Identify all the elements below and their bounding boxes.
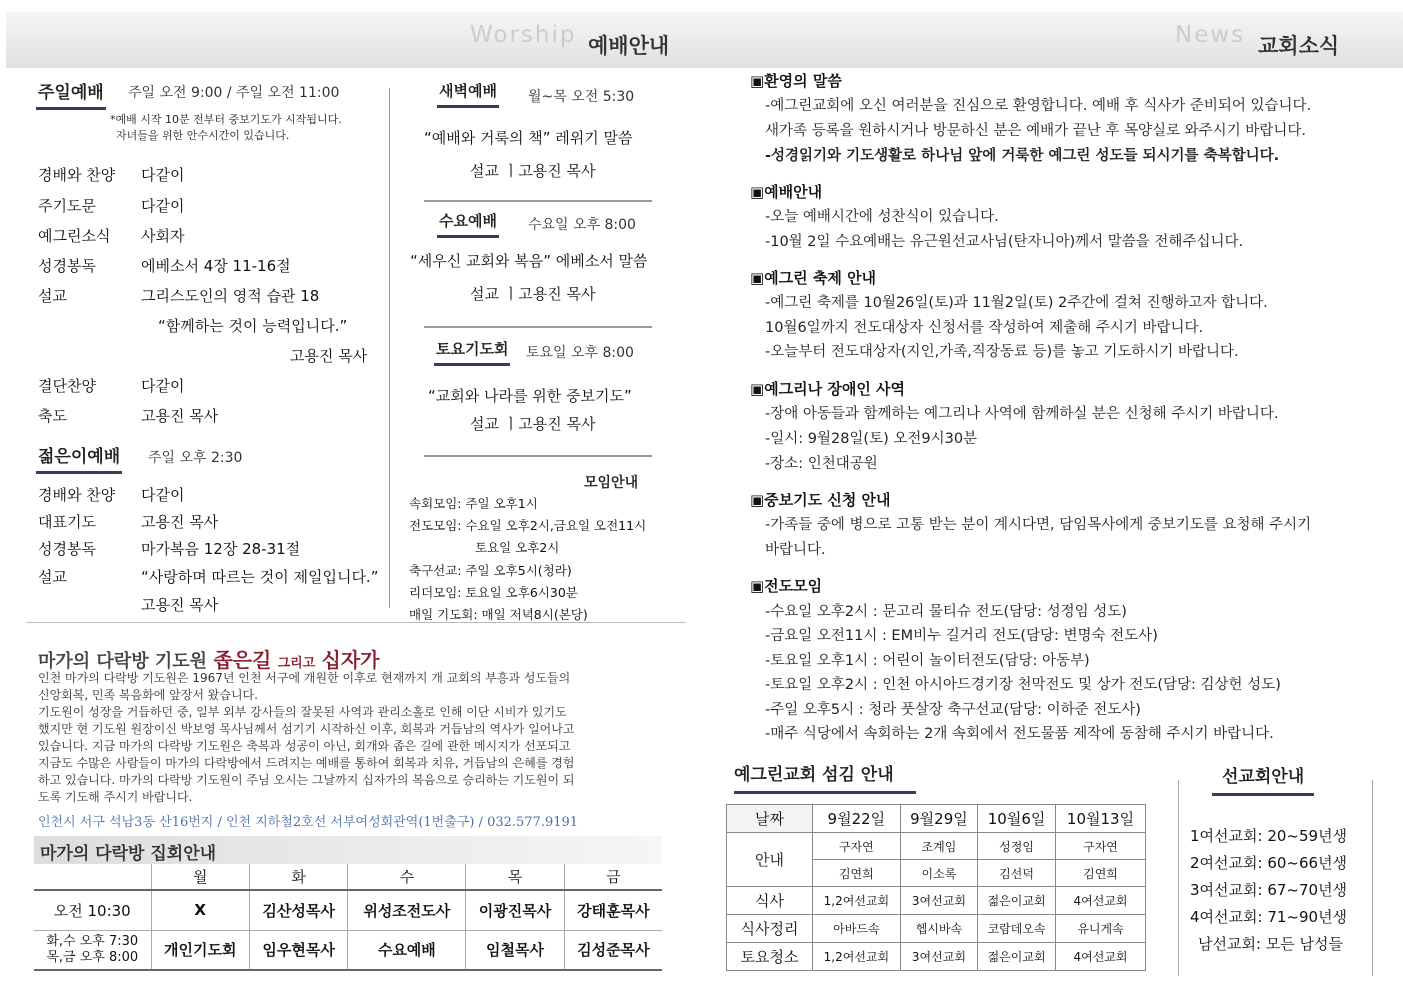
header-worship-en: Worship xyxy=(470,22,577,48)
news-line: -가족들 중에 병으로 고통 받는 분이 계시다면, 담임목사에게 중보기도를 요청해 주시기 xyxy=(765,517,1312,533)
sat-title: 토요기도회 xyxy=(434,338,510,366)
order-value: 다같이 xyxy=(141,486,185,504)
duty-head: 9월29일 xyxy=(900,805,977,833)
mission-line: 남선교회: 모든 남성들 xyxy=(1198,935,1344,953)
column-divider xyxy=(389,88,390,608)
mission-line: 4여선교회: 71~90년생 xyxy=(1190,908,1348,926)
wed-time: 수요일 오후 8:00 xyxy=(528,217,636,233)
order-label: 축도 xyxy=(38,407,67,425)
schedule-cell: 김산성목사 xyxy=(249,890,347,930)
schedule-cell: 개인기도회 xyxy=(151,930,249,970)
sunday-times: 주일 오전 9:00 / 주일 오전 11:00 xyxy=(128,85,340,101)
wed-sermon: 설교 ㅣ고용진 목사 xyxy=(470,285,596,303)
corner-cell xyxy=(34,864,151,890)
time-cell: 오전 10:30 xyxy=(34,890,151,930)
sat-text: “교회와 나라를 위한 중보기도” xyxy=(428,387,632,405)
duty-cell: 젊은이교회 xyxy=(978,943,1056,971)
order-value: 다같이 xyxy=(141,197,185,215)
youth-preacher: 고용진 목사 xyxy=(141,596,219,614)
header-news-ko: 교회소식 xyxy=(1258,34,1340,58)
duty-head: 날짜 xyxy=(727,805,813,833)
header-worship-ko: 예배안내 xyxy=(588,34,670,58)
duty-label: 토요청소 xyxy=(727,943,813,971)
table-row xyxy=(34,930,662,970)
news-title: ▣예배안내 xyxy=(750,183,823,201)
meeting-line: 토요일 오후2시 xyxy=(475,540,560,555)
schedule-table xyxy=(34,864,662,971)
order-value: 다같이 xyxy=(141,377,185,395)
duty-cell: 1,2여선교회 xyxy=(813,943,901,971)
duty-head: 9월22일 xyxy=(813,805,901,833)
news-line: -예그린 축제를 10월26일(토)과 11월2일(토) 2주간에 걸쳐 진행하고자 합니다. xyxy=(765,295,1268,311)
order-label: 예그린소식 xyxy=(38,227,111,245)
news-title: ▣예그리나 장애인 사역 xyxy=(750,380,906,398)
sunday-title: 주일예배 xyxy=(36,78,106,110)
duty-cell: 구자연 xyxy=(1056,833,1146,860)
order-value: 그리스도인의 영적 습관 18 xyxy=(141,287,320,305)
news-line: -토요일 오후1시 : 어린이 놀이터전도(담당: 아동부) xyxy=(765,653,1090,669)
day-header: 목 xyxy=(466,864,564,890)
time-line-2: 목,금 오후 8:00 xyxy=(46,949,139,965)
meeting-line: 매일 기도회: 매일 저녁8시(본당) xyxy=(409,607,588,622)
sunday-preacher: 고용진 목사 xyxy=(290,347,368,365)
duty-cell: 구자연 xyxy=(813,833,901,860)
order-label: 결단찬양 xyxy=(38,377,96,395)
duty-label: 식사 xyxy=(727,887,813,915)
news-line: -성경읽기와 기도생활로 하나님 앞에 거룩한 예그린 성도들 되시기를 축복합니다. xyxy=(765,148,1280,164)
prayer-house-line: 지금도 수많은 사람들이 마가의 다락방에서 드려지는 예배를 통하여 회복과 치유, 거듭남의 은혜를 경험 xyxy=(38,756,575,770)
news-line: 새가족 등록을 원하시거나 방문하신 분은 예배가 끝난 후 목양실로 와주시기 바랍니다. xyxy=(765,123,1306,139)
duty-cell: 1,2여선교회 xyxy=(813,887,901,915)
time-line-1: 화,수 오후 7:30 xyxy=(46,933,139,949)
schedule-cell: 임철목사 xyxy=(466,930,564,970)
duty-cell: 김연희 xyxy=(1056,860,1146,887)
news-title: ▣환영의 말씀 xyxy=(750,72,842,90)
schedule-cell: X xyxy=(151,890,249,930)
prayer-house-line: 기도원이 성장을 거듭하던 중, 일부 외부 강사들의 잘못된 사역과 관리소홀로 인해 이단 시비가 있기도 xyxy=(38,705,567,719)
news-line: -토요일 오후2시 : 인천 아시아드경기장 천막전도 및 상가 전도(담당: 김상헌 성도) xyxy=(765,677,1281,693)
duty-cell: 아바드속 xyxy=(813,915,901,943)
order-value: “사랑하며 따르는 것이 제일입니다.” xyxy=(141,568,379,586)
news-title: ▣예그린 축제 안내 xyxy=(750,269,877,287)
prayer-house-line: 했지만 현 기도원 원장이신 박보영 목사님께서 섬기기 시작하신 이후, 회복과 거듭남의 역사가 일어나고 xyxy=(38,722,575,736)
section-divider xyxy=(424,326,652,328)
news-line: -오늘부터 전도대상자(지인,가족,직장동료 등)를 놓고 기도하시기 바랍니다. xyxy=(765,344,1239,360)
meetings-title: 모임안내 xyxy=(584,475,639,491)
order-value: 사회자 xyxy=(141,227,185,245)
duty-cell: 이소록 xyxy=(900,860,977,887)
news-title: ▣전도모임 xyxy=(750,577,823,595)
order-label: 성경봉독 xyxy=(38,257,96,275)
news-line: -장소: 인천대공원 xyxy=(765,456,878,472)
prayer-house-line: 인천 마가의 다락방 기도원은 1967년 인천 서구에 개원한 이후로 현재까지 개 교회의 부흥과 성도들의 xyxy=(38,671,571,685)
order-value: 마가복음 12장 28-31절 xyxy=(141,540,301,558)
news-line: 10월6일까지 전도대상자 신청서를 작성하여 제출해 주시기 바랍니다. xyxy=(765,320,1204,336)
youth-title: 젊은이예배 xyxy=(36,442,122,474)
duty-label: 안내 xyxy=(727,833,813,887)
dawn-text: “예배와 거룩의 책” 레위기 말씀 xyxy=(424,129,633,147)
mission-line: 3여선교회: 67~70년생 xyxy=(1190,881,1348,899)
schedule-cell: 강태훈목사 xyxy=(577,901,650,920)
order-label: 대표기도 xyxy=(38,513,96,531)
order-label: 설교 xyxy=(38,287,67,305)
schedule-cell: 임우현목사 xyxy=(249,930,347,970)
dawn-title: 새벽예배 xyxy=(437,80,499,108)
schedule-cell: 수요예배 xyxy=(348,930,466,970)
prayer-house-line: 있습니다. 지금 마가의 다락방 기도원은 축복과 성공이 아닌, 회개와 좁은 길에 관한 메시지가 선포되고 xyxy=(38,739,571,753)
missions-divider-right xyxy=(1372,780,1373,976)
sat-sermon: 설교 ㅣ고용진 목사 xyxy=(470,415,596,433)
day-header: 월 xyxy=(151,864,249,890)
prayer-house-line: 도록 기도해 주시기 바랍니다. xyxy=(38,790,193,804)
duty-cell: 김연희 xyxy=(813,860,901,887)
dawn-sermon: 설교 ㅣ고용진 목사 xyxy=(470,162,596,180)
mission-line: 1여선교회: 20~59년생 xyxy=(1190,827,1348,845)
news-line: -장애 아동들과 함께하는 예그리나 사역에 함께하실 분은 신청해 주시기 바랍니다. xyxy=(765,406,1279,422)
schedule-title: 마가의 다락방 집회안내 xyxy=(40,844,217,864)
sat-time: 토요일 오후 8:00 xyxy=(526,345,634,361)
day-header: 화 xyxy=(249,864,347,890)
prayer-house-title-d: 십자가 xyxy=(321,648,380,672)
prayer-house-line: 신앙회복, 민족 복음화에 앞장서 왔습니다. xyxy=(38,688,258,702)
dawn-time: 월~목 오전 5:30 xyxy=(528,89,635,105)
table-row xyxy=(34,890,662,930)
order-value: 고용진 목사 xyxy=(141,407,219,425)
order-label: 주기도문 xyxy=(38,197,96,215)
news-title: ▣중보기도 신청 안내 xyxy=(750,491,891,509)
schedule-cell: 이광진목사 xyxy=(466,890,564,930)
news-line: -수요일 오후2시 : 문고리 물티슈 전도(담당: 성정임 성도) xyxy=(765,604,1127,620)
day-header: 수 xyxy=(348,864,466,890)
news-line: -10월 2일 수요예배는 유근원선교사님(탄자니아)께서 말씀을 전해주십니다. xyxy=(765,234,1244,250)
prayer-house-title-a: 마가의 다락방 기도원 xyxy=(38,651,208,672)
meeting-line: 전도모임: 수요일 오후2시,금요일 오전11시 xyxy=(409,518,647,533)
order-label: 성경봉독 xyxy=(38,540,96,558)
mission-line: 2여선교회: 60~66년생 xyxy=(1190,854,1348,872)
duty-label: 식사정리 xyxy=(727,915,813,943)
duty-cell: 헵시바속 xyxy=(900,915,977,943)
duty-cell: 4여선교회 xyxy=(1056,943,1146,971)
duty-table xyxy=(726,804,1146,971)
order-label: 경배와 찬양 xyxy=(38,166,116,184)
sermon-quote: “함께하는 것이 능력입니다.” xyxy=(158,317,348,335)
prayer-house-address: 인천시 서구 석남3동 산16번지 / 인천 지하철2호선 서부여성회관역(1번출구) / 032.577.9191 xyxy=(38,815,579,830)
order-label: 설교 xyxy=(38,568,67,586)
schedule-cell: 위성조전도사 xyxy=(348,890,466,930)
order-value: 고용진 목사 xyxy=(141,513,219,531)
header-news-en: News xyxy=(1175,22,1246,48)
section-divider xyxy=(424,200,652,202)
section-divider xyxy=(26,622,686,623)
news-line: -일시: 9월28일(토) 오전9시30분 xyxy=(765,431,978,447)
order-value: 다같이 xyxy=(141,166,185,184)
wed-title: 수요예배 xyxy=(437,210,499,238)
day-header: 금 xyxy=(606,868,621,886)
meeting-line: 축구선교: 주일 오후5시(청라) xyxy=(409,563,572,578)
youth-time: 주일 오후 2:30 xyxy=(148,450,243,466)
order-value: 에베소서 4장 11-16절 xyxy=(141,257,291,275)
duty-cell: 조계임 xyxy=(900,833,977,860)
time-cell xyxy=(34,930,151,970)
prayer-house-title-c: 그리고 xyxy=(277,656,316,671)
section-divider xyxy=(424,455,652,457)
duty-cell: 젊은이교회 xyxy=(978,887,1056,915)
news-line: 바랍니다. xyxy=(765,542,826,558)
duty-title: 예그린교회 섬김 안내 xyxy=(734,760,916,794)
news-line: -예그린교회에 오신 여러분을 진심으로 환영합니다. 예배 후 식사가 준비되어 있습니다. xyxy=(765,98,1312,114)
duty-cell: 3여선교회 xyxy=(900,943,977,971)
prayer-house-line: 하고 있습니다. 마가의 다락방 기도원이 주님 오시는 그날까지 십자가의 복음으로 승리하는 기도원이 되 xyxy=(38,773,575,787)
duty-cell: 김선덕 xyxy=(978,860,1056,887)
duty-cell: 유니게속 xyxy=(1056,915,1146,943)
duty-cell: 4여선교회 xyxy=(1056,887,1146,915)
schedule-cell: 김성준목사 xyxy=(577,941,650,960)
duty-cell: 코람데오속 xyxy=(978,915,1056,943)
duty-head: 10월13일 xyxy=(1056,805,1146,833)
duty-cell: 성정임 xyxy=(978,833,1056,860)
prayer-house-title-b: 좁은길 xyxy=(213,648,272,672)
order-label: 경배와 찬양 xyxy=(38,486,116,504)
news-line: -금요일 오전11시 : EM비누 길거리 전도(담당: 변명숙 전도사) xyxy=(765,628,1158,644)
news-line: -오늘 예배시간에 성찬식이 있습니다. xyxy=(765,209,999,225)
news-line: -매주 식당에서 속회하는 2개 속회에서 전도물품 제작에 동참해 주시기 바랍니다. xyxy=(765,726,1274,742)
news-line: -주일 오후5시 : 청라 풋살장 축구선교(담당: 이하준 전도사) xyxy=(765,702,1141,718)
meeting-line: 속회모임: 주일 오후1시 xyxy=(409,496,538,511)
sunday-note-1: *예배 시작 10분 전부터 중보기도가 시작됩니다. xyxy=(110,113,342,126)
missions-title: 선교회안내 xyxy=(1212,762,1314,796)
duty-head: 10월6일 xyxy=(978,805,1056,833)
sunday-note-2: 자녀들을 위한 안수시간이 있습니다. xyxy=(116,129,290,142)
wed-text: “세우신 교회와 복음” 에베소서 말씀 xyxy=(410,252,648,270)
missions-divider-left xyxy=(1178,780,1179,976)
meeting-line: 리더모임: 토요일 오후6시30분 xyxy=(409,585,578,600)
duty-cell: 3여선교회 xyxy=(900,887,977,915)
